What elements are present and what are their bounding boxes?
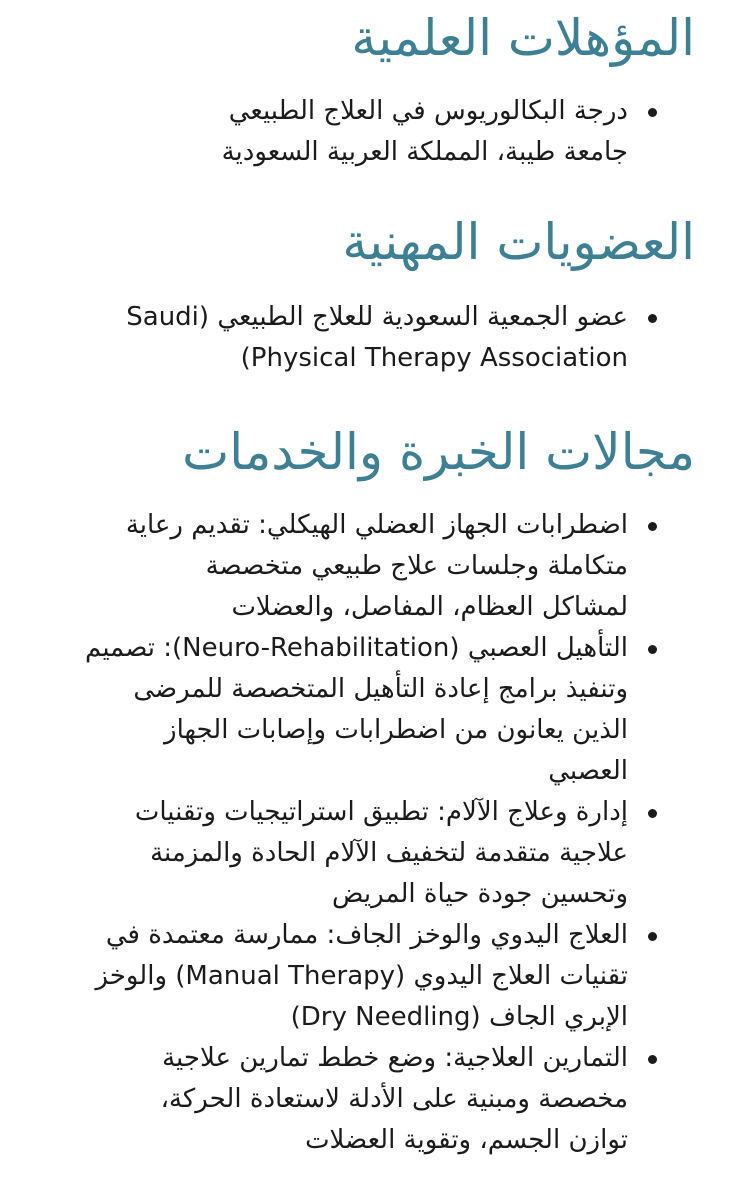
list-item-line: جامعة طيبة، المملكة العربية السعودية <box>221 137 628 167</box>
list-item <box>0 1038 750 1161</box>
bullet-icon <box>648 108 657 117</box>
section-title-memberships: العضويات المهنية <box>342 213 695 271</box>
list-item-line: عضو الجمعية السعودية للعلاج الطبيعي (Saudi <box>126 302 628 332</box>
list-item <box>0 792 750 915</box>
list-item <box>0 91 750 173</box>
list-item-line: مخصصة ومبنية على الأدلة لاستعادة الحركة، <box>160 1084 628 1114</box>
list-item-line: العصبي <box>548 756 628 786</box>
list-item-line: التأهيل العصبي (Neuro-Rehabilitation): تصميم <box>85 633 628 663</box>
list-item-line: تقنيات العلاج اليدوي (Manual Therapy) والوخز <box>95 961 628 991</box>
list-item-line-text: (Physical Therapy Association <box>240 343 628 373</box>
list-item-line: الذين يعانون من اضطرابات وإصابات الجهاز <box>164 715 628 745</box>
list-item-line: إدارة وعلاج الآلام: تطبيق استراتيجيات وتقنيات <box>134 797 628 827</box>
list-item-line <box>48 338 628 379</box>
list-item <box>0 297 750 379</box>
section-title-expertise: مجالات الخبرة والخدمات <box>182 423 695 481</box>
list-item <box>0 505 750 628</box>
list-item-line: اضطرابات الجهاز العضلي الهيكلي: تقديم رعاية <box>125 510 628 540</box>
list-item-line: وتحسين جودة حياة المريض <box>332 879 628 909</box>
list-item <box>0 628 750 792</box>
section-title-qualifications: المؤهلات العلمية <box>351 9 695 67</box>
bullet-icon <box>648 645 657 654</box>
list-item-line: التمارين العلاجية: وضع خطط تمارين علاجية <box>162 1043 628 1073</box>
list-item-line: توازن الجسم، وتقوية العضلات <box>305 1125 628 1155</box>
list-item-line: الإبري الجاف (Dry Needling) <box>290 1002 628 1032</box>
bullet-icon <box>648 522 657 531</box>
qualifications-list <box>0 91 750 173</box>
list-item-line: درجة البكالوريوس في العلاج الطبيعي <box>228 96 628 126</box>
bullet-icon <box>648 1055 657 1064</box>
expertise-list <box>0 505 750 1161</box>
bullet-icon <box>648 932 657 941</box>
bullet-icon <box>648 809 657 818</box>
list-item-line: لمشاكل العظام، المفاصل، والعضلات <box>231 592 628 622</box>
memberships-list <box>0 297 750 379</box>
list-item <box>0 915 750 1038</box>
list-item-line: متكاملة وجلسات علاج طبيعي متخصصة <box>205 551 628 581</box>
list-item-line: العلاج اليدوي والوخز الجاف: ممارسة معتمدة في <box>105 920 628 950</box>
list-item-line: علاجية متقدمة لتخفيف الآلام الحادة والمزمنة <box>150 838 628 868</box>
list-item-line: وتنفيذ برامج إعادة التأهيل المتخصصة للمرضى <box>133 674 628 704</box>
bullet-icon <box>648 314 657 323</box>
